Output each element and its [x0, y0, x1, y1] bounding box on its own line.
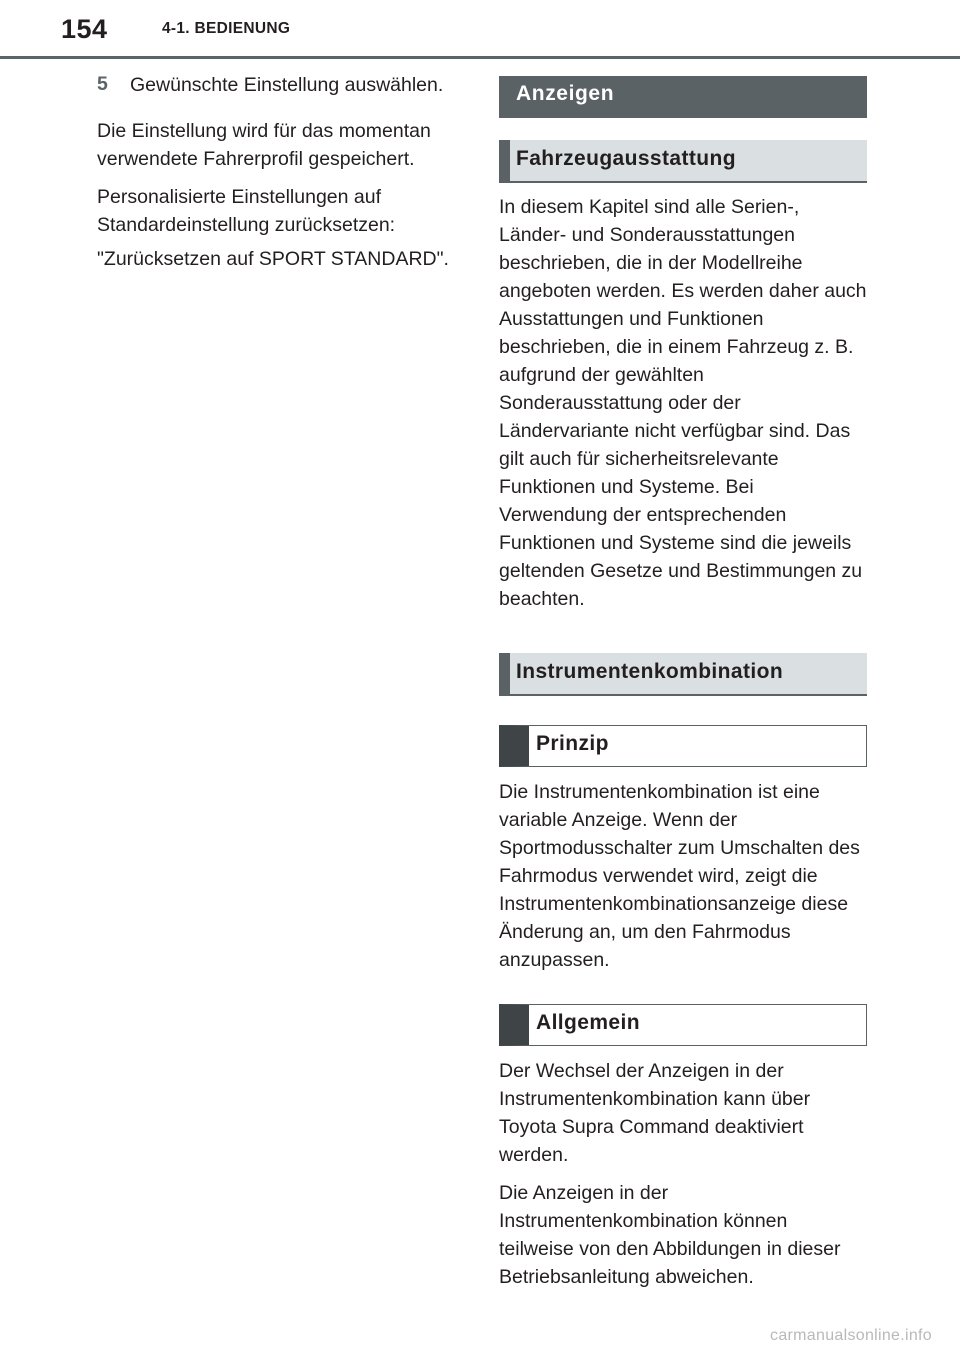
paragraph-prinzip: Die Instrumentenkombination ist eine variable Anzeige. Wenn der Sportmodusschalter zum Umschalten des Fahrmodus verwendet wird, zeigt die Instrumentenkombinationsanzeige diese Änderung an, um den Fahrmodus anzupassen. — [499, 781, 860, 971]
paragraph-reset-option: "Zurücksetzen auf SPORT STANDARD". — [97, 248, 449, 270]
paragraph-profile: Die Einstellung wird für das momentan verwendete Fahrerprofil gespeichert. — [97, 120, 431, 170]
heading-fahrzeugausstattung: Fahrzeugausstattung — [499, 140, 867, 183]
step-text: Gewünschte Einstellung auswählen. — [130, 74, 444, 96]
paragraph-fahrzeugausstattung: In diesem Kapitel sind alle Serien-, Länder- und Sonderausstattungen beschrieben, die in der Modellreihe angeboten werden. Es werden daher auch Ausstattungen und Funktionen beschrieben, die in einem Fahrzeug z. B. aufgrund der gewählten Sonderausstattung oder der Ländervariante nicht verfügbar sind. Das gilt auch für sicherheitsrelevante Funktionen und Systeme. Bei Verwendung der entsprechenden Funktionen und Systeme sind die jeweils geltenden Gesetze und Bestimmungen zu beachten. — [499, 196, 867, 610]
heading-allgemein: Allgemein — [499, 1004, 867, 1046]
paragraph-reset: Personalisierte Einstellungen auf Standardeinstellung zurücksetzen: — [97, 186, 396, 236]
paragraph-allgemein-1: Der Wechsel der Anzeigen in der Instrumentenkombination kann über Toyota Supra Command deaktiviert werden. — [499, 1060, 811, 1166]
watermark: carmanualsonline.info — [770, 1327, 932, 1344]
page-header — [0, 0, 960, 60]
paragraph-allgemein-2: Die Anzeigen in der Instrumentenkombination können teilweise von den Abbildungen in dieser Betriebsanleitung abweichen. — [499, 1182, 841, 1288]
page-number: 154 — [61, 14, 108, 44]
heading-instrumentenkombination: Instrumentenkombination — [499, 653, 867, 696]
left-column — [97, 70, 467, 283]
header-rule — [0, 56, 960, 59]
step-item — [97, 70, 467, 101]
right-column — [499, 76, 867, 1301]
heading-prinzip: Prinzip — [499, 725, 867, 767]
heading-anzeigen: Anzeigen — [499, 76, 867, 118]
section-title: 4-1. BEDIENUNG — [162, 20, 291, 37]
step-number: 5 — [97, 73, 108, 95]
